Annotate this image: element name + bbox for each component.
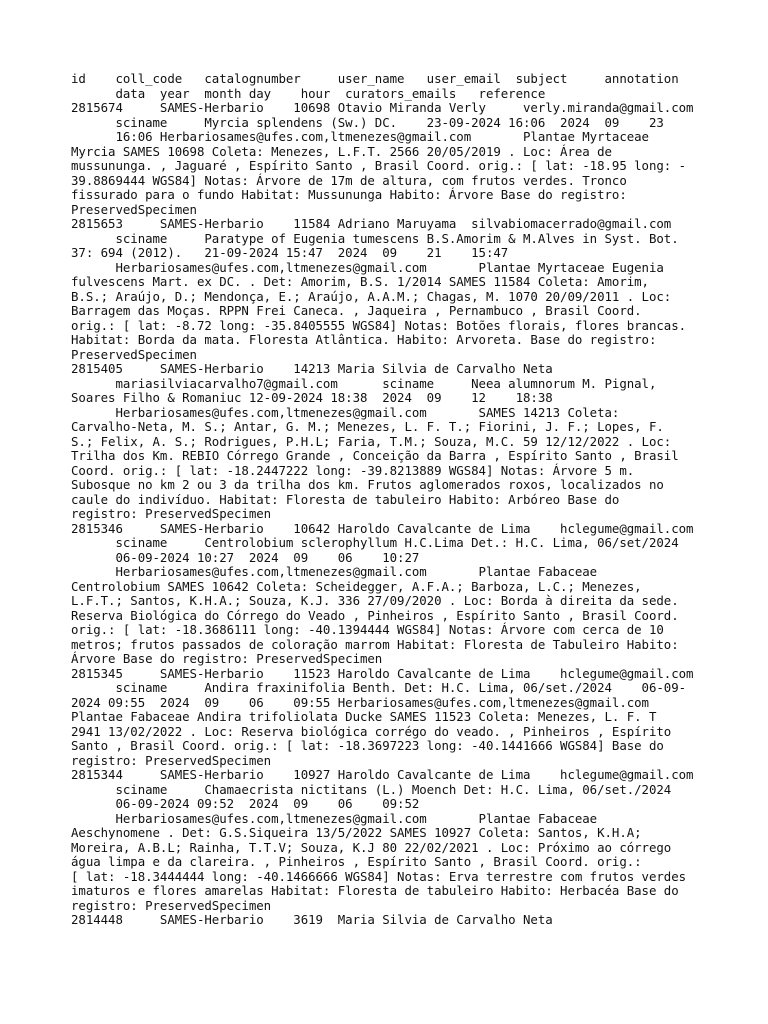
text-line: 2815405 SAMES-Herbario 14213 Maria Silvia de Carvalho Neta bbox=[71, 361, 553, 376]
text-line: água limpa e da clareira. , Pinheiros , Espírito Santo , Brasil Coord. orig.: bbox=[71, 854, 642, 869]
text-line: Santo , Brasil Coord. orig.: [ lat: -18.3697223 long: -40.1441666 WGS84] Base do bbox=[71, 738, 664, 753]
text-line: 37: 694 (2012). 21-09-2024 15:47 2024 09 21 15:47 bbox=[71, 245, 509, 260]
text-line: registro: PreservedSpecimen bbox=[71, 897, 272, 913]
text-line: Myrcia SAMES 10698 Coleta: Menezes, L.F.T. 2566 20/05/2019 . Loc: Área de bbox=[71, 143, 612, 159]
text-line: 2815674 SAMES-Herbario 10698 Otavio Miranda Verly verly.miranda@gmail.com bbox=[71, 100, 694, 115]
text-line: Subosque no km 2 ou 3 da trilha dos km. Frutos aglomerados roxos, localizados no bbox=[71, 477, 664, 492]
text-line: S.; Felix, A. S.; Rodrigues, P.H.L; Faria, T.M.; Souza, M.C. 59 12/12/2022 . Loc: bbox=[71, 433, 672, 449]
text-line: 2815345 SAMES-Herbario 11523 Haroldo Cavalcante de Lima hclegume@gmail.com bbox=[71, 665, 694, 681]
text-line: caule do indivíduo. Habitat: Floresta de tabuleiro Habito: Arbóreo Base do bbox=[71, 491, 620, 507]
text-line: sciname Paratype of Eugenia tumescens B.S.Amorim & M.Alves in Syst. Bot. bbox=[71, 230, 679, 246]
text-line: sciname Myrcia splendens (Sw.) DC. 23-09-2024 16:06 2024 09 23 bbox=[71, 114, 664, 130]
text-line: B.S.; Araújo, D.; Mendonça, E.; Araújo, A.A.M.; Chagas, M. 1070 20/09/2011 . Loc: bbox=[71, 288, 672, 304]
text-line: 2815344 SAMES-Herbario 10927 Haroldo Cavalcante de Lima hclegume@gmail.com bbox=[71, 767, 694, 782]
text-line: Herbariosames@ufes.com,ltmenezes@gmail.com Plantae Fabaceae bbox=[71, 810, 598, 826]
text-line: 2815346 SAMES-Herbario 10642 Haroldo Cavalcante de Lima hclegume@gmail.com bbox=[71, 520, 694, 536]
text-line: registro: PreservedSpecimen bbox=[71, 506, 272, 521]
text-line: sciname Centrolobium sclerophyllum H.C.Lima Det.: H.C. Lima, 06/set/2024 bbox=[71, 535, 679, 550]
text-line: mariasilviacarvalho7@gmail.com sciname Neea alumnorum M. Pignal, bbox=[71, 375, 657, 391]
text-line: mussununga. , Jaguaré , Espírito Santo , Brasil Coord. orig.: [ lat: -18.95 long: - bbox=[71, 158, 687, 173]
text-line: Barragem das Moças. RPPN Frei Caneca. , Jaqueira , Pernambuco , Brasil Coord. bbox=[71, 303, 642, 318]
text-line: id coll_code catalognumber user_name user_email subject annotation bbox=[71, 71, 679, 86]
text-line: Coord. orig.: [ lat: -18.2447222 long: -39.8213889 WGS84] Notas: Árvore 5 m. bbox=[71, 462, 635, 478]
text-line: imaturos e flores amarelas Habitat: Floresta de tabuleiro Habito: Herbacéa Base do bbox=[71, 883, 679, 898]
text-line: Herbariosames@ufes.com,ltmenezes@gmail.com Plantae Myrtaceae Eugenia bbox=[71, 259, 664, 275]
text-line: Plantae Fabaceae Andira trifoliolata Ducke SAMES 11523 Coleta: Menezes, L. F. T bbox=[71, 709, 657, 724]
text-line: Habitat: Borda da mata. Floresta Atlântica. Habito: Arvoreta. Base do registro: bbox=[71, 332, 657, 347]
text-line: [ lat: -18.3444444 long: -40.1466666 WGS84] Notas: Erva terrestre com frutos verdes bbox=[71, 868, 687, 884]
text-line: Moreira, A.B.L; Rainha, T.T.V; Souza, K.J 80 22/02/2021 . Loc: Próximo ao córrego bbox=[71, 839, 672, 855]
text-line: Soares Filho & Romaniuc 12-09-2024 18:38 2024 09 12 18:38 bbox=[71, 390, 553, 405]
text-line: 2024 09:55 2024 09 06 09:55 Herbariosames@ufes.com,ltmenezes@gmail.com bbox=[71, 694, 649, 710]
text-line: Trilha dos Km. REBIO Córrego Grande , Conceição da Barra , Espírito Santo , Brasil bbox=[71, 448, 679, 463]
text-line: PreservedSpecimen bbox=[71, 346, 197, 362]
text-line: 39.8869444 WGS84] Notas: Árvore de 17m de altura, com frutos verdes. Tronco bbox=[71, 172, 627, 188]
text-line: data year month day hour curators_emails reference bbox=[71, 85, 546, 101]
text-line: Centrolobium SAMES 10642 Coleta: Scheidegger, A.F.A.; Barboza, L.C.; Menezes, bbox=[71, 578, 642, 594]
text-line: 06-09-2024 10:27 2024 09 06 10:27 bbox=[71, 549, 420, 565]
text-line: registro: PreservedSpecimen bbox=[71, 752, 272, 768]
text-line: Herbariosames@ufes.com,ltmenezes@gmail.com Plantae Fabaceae bbox=[71, 564, 598, 579]
text-line: fulvescens Mart. ex DC. . Det: Amorim, B.S. 1/2014 SAMES 11584 Coleta: Amorim, bbox=[71, 274, 649, 289]
text-line: 06-09-2024 09:52 2024 09 06 09:52 bbox=[71, 796, 420, 811]
text-line: L.F.T.; Santos, K.H.A.; Souza, K.J. 336 27/09/2020 . Loc: Borda à direita da sede. bbox=[71, 593, 679, 608]
text-line: Carvalho-Neta, M. S.; Antar, G. M.; Menezes, L. F. T.; Fiorini, J. F.; Lopes, F. bbox=[71, 419, 664, 434]
text-line: orig.: [ lat: -8.72 long: -35.8405555 WGS84] Notas: Botões florais, flores brancas. bbox=[71, 317, 687, 333]
text-line: 16:06 Herbariosames@ufes.com,ltmenezes@gmail.com Plantae Myrtaceae bbox=[71, 129, 649, 144]
text-line: sciname Andira fraxinifolia Benth. Det: H.C. Lima, 06/set./2024 06-09- bbox=[71, 680, 687, 695]
text-line: 2815653 SAMES-Herbario 11584 Adriano Maruyama silvabiomacerrado@gmail.com bbox=[71, 216, 672, 231]
text-line: fissurado para o fundo Habitat: Mussununga Habito: Árvore Base do registro: bbox=[71, 187, 627, 202]
text-line: Aeschynomene . Det: G.S.Siqueira 13/5/2022 SAMES 10927 Coleta: Santos, K.H.A; bbox=[71, 825, 642, 840]
text-line: 2814448 SAMES-Herbario 3619 Maria Silvia de Carvalho Neta bbox=[71, 912, 553, 927]
text-line: 2941 13/02/2022 . Loc: Reserva biológica corrégo do veado. , Pinheiros , Espírito bbox=[71, 723, 672, 739]
text-line: Árvore Base do registro: PreservedSpecimen bbox=[71, 651, 383, 666]
text-line: PreservedSpecimen bbox=[71, 201, 197, 217]
document-text bbox=[71, 72, 711, 928]
text-line: Herbariosames@ufes.com,ltmenezes@gmail.com SAMES 14213 Coleta: bbox=[71, 404, 620, 420]
text-line: metros; frutos passados de coloração marrom Habitat: Floresta de Tabuleiro Habito: bbox=[71, 636, 679, 652]
text-line: sciname Chamaecrista nictitans (L.) Moench Det: H.C. Lima, 06/set./2024 bbox=[71, 781, 672, 797]
text-line: orig.: [ lat: -18.3686111 long: -40.1394444 WGS84] Notas: Árvore com cerca de 10 bbox=[71, 622, 664, 637]
text-line: Reserva Biológica do Córrego do Veado , Pinheiros , Espírito Santo , Brasil Coord. bbox=[71, 607, 679, 623]
